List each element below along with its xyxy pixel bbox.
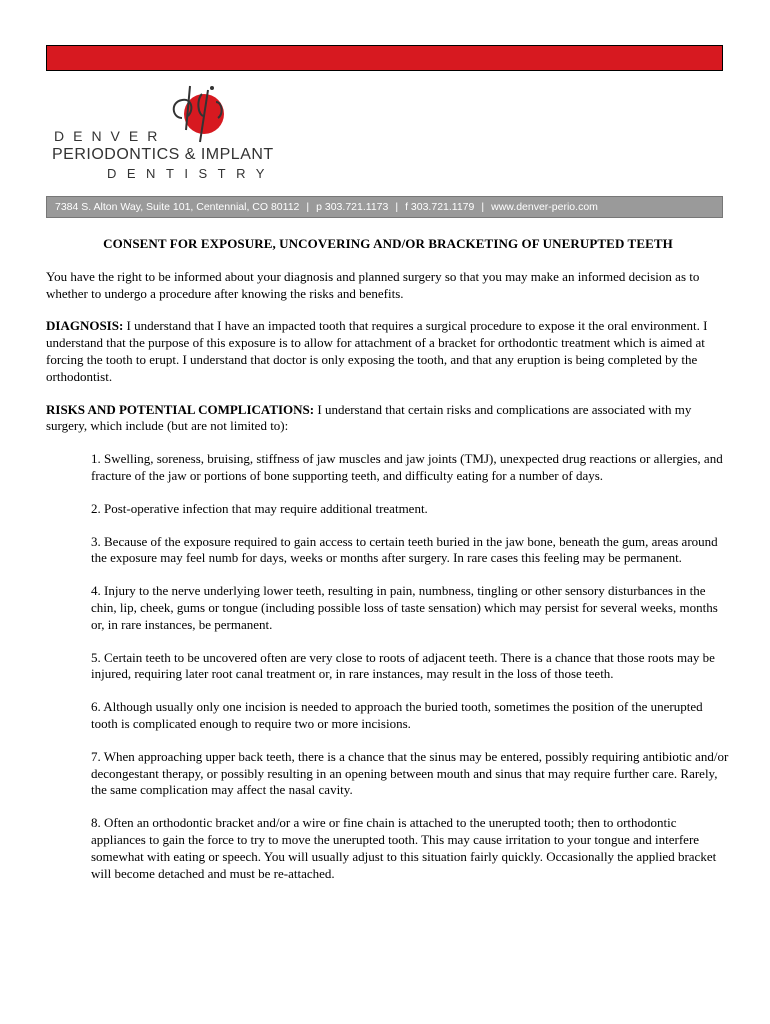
diagnosis-label: DIAGNOSIS:: [46, 318, 124, 334]
contact-separator: |: [306, 201, 310, 213]
risk-item: 5. Certain teeth to be uncovered often are very close to roots of adjacent teeth. There is a chance that those roots may be injured, requiring later root canal treatment or, in rare instances, may result in the loss of those teeth.: [91, 649, 715, 682]
risk-item: 8. Often an orthodontic bracket and/or a wire or fine chain is attached to the unerupted tooth; then to orthodontic appliances to gain the force to try to move the unerupted tooth. This may cause irritation to your tongue and interfere somewhat with eating or speech. You will usually adjust to this situation fairly quickly. Occasionally the applied bracket will become detached and must be re-attached.: [91, 815, 717, 881]
risks-text: I understand that certain risks and complications are associated with my surgery, which include (but are not limited to):: [46, 401, 692, 434]
logo-text-periodontics: PERIODONTICS & IMPLANT: [52, 146, 274, 163]
risks-list: [46, 451, 730, 882]
contact-website: www.denver-perio.com: [491, 201, 598, 213]
logo-text-denver: DENVER: [54, 128, 167, 144]
contact-fax: f 303.721.1179: [405, 201, 475, 213]
risk-item: 2. Post-operative infection that may require additional treatment.: [91, 500, 428, 516]
document-title: CONSENT FOR EXPOSURE, UNCOVERING AND/OR BRACKETING OF UNERUPTED TEETH: [103, 236, 673, 251]
contact-separator: |: [395, 201, 399, 213]
contact-phone: p 303.721.1173: [316, 201, 389, 213]
risk-item: 7. When approaching upper back teeth, there is a chance that the sinus may be entered, possibly requiring antibiotic and/or decongestant therapy, or possibly resulting in an opening between mouth and sinus that may require further care. Rarely, the same complication may affect the nasal cavity.: [91, 748, 729, 798]
diagnosis-text: I understand that I have an impacted tooth that requires a surgical procedure to expose it the oral environment. I understand that the purpose of this exposure is to allow for attachment of a bracket for orthodontic treatment which is aimed at forcing the tooth to erupt. I understand that doctor is only exposing the tooth, and that any eruption is being completed by the orthodontist.: [46, 318, 708, 384]
practice-logo: [52, 80, 312, 190]
diagnosis-paragraph: [46, 318, 730, 385]
contact-bar: [46, 196, 723, 218]
risk-item: 1. Swelling, soreness, bruising, stiffness of jaw muscles and jaw joints (TMJ), unexpected drug reactions or allergies, and fracture of the jaw or portions of bone supporting teeth, and difficulty eating for a number of days.: [91, 451, 723, 483]
contact-separator: |: [481, 201, 485, 213]
header-red-bar: [46, 45, 723, 71]
risk-item: 6. Although usually only one incision is needed to approach the buried tooth, sometimes the position of the unerupted tooth is complicated enough to require two or more incisions.: [91, 699, 703, 731]
risk-item: 4. Injury to the nerve underlying lower teeth, resulting in pain, numbness, tingling or other sensory disturbances in the chin, lip, cheek, gums or tongue (including possible loss of taste sensation) which may persist for several weeks, months or, in rare instances, be permanent.: [91, 583, 718, 632]
risks-label: RISKS AND POTENTIAL COMPLICATIONS:: [46, 401, 315, 417]
risks-paragraph: [46, 402, 730, 436]
contact-address: 7384 S. Alton Way, Suite 101, Centennial, CO 80112: [55, 201, 300, 213]
risk-item: 3. Because of the exposure required to gain access to certain teeth buried in the jaw bone, beneath the gum, areas around the exposure may feel numb for days, weeks or months after surgery. In rare cases this feeling may be permanent.: [91, 533, 718, 566]
intro-paragraph: You have the right to be informed about your diagnosis and planned surgery so that you may make an informed decision as to whether to undergo a procedure after knowing the risks and benefits.: [46, 268, 700, 301]
logo-text-dentistry: DENTISTRY: [107, 166, 275, 181]
consent-document: [46, 236, 730, 898]
